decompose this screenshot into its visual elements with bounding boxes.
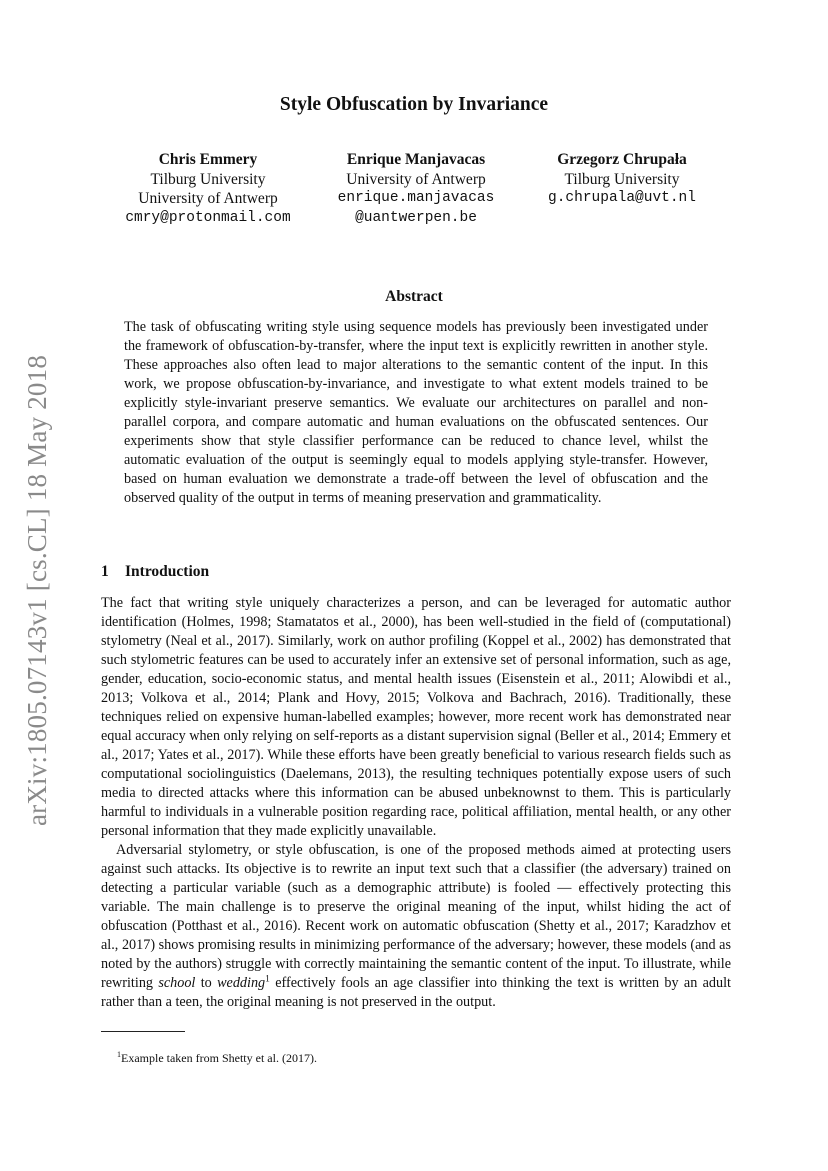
author-affiliation: Tilburg University xyxy=(150,170,266,188)
author-email-continuation: @uantwerpen.be xyxy=(355,209,477,226)
intro-paragraph-1: The fact that writing style uniquely characterizes a person, and can be leveraged for automatic author identification (Holmes, 1998; Stamatatos et al., 2000), has been well-studied in the field of (computational) stylometry (Neal et al., 2017). Similarly, work on author profiling (Koppel et al., 2002) has demonstrated that such stylometric features can be used to accurately infer an extensive set of personal information, such as age, gender, education, socio-economic status, and mental health issues (Eisenstein et al., 2011; Alowibdi et al., 2013; Volkova et al., 2014; Plank and Hovy, 2015; Volkova and Bachrach, 2016). Traditionally, these techniques relied on expensive human-labelled examples; however, more recent work has demonstrated near equal accuracy when only relying on self-reports as a distant supervision signal (Beller et al., 2014; Emmery et al., 2017; Yates et al., 2017). While these efforts have been greatly beneficial to various research fields such as computational sociolinguistics (Daelemans, 2013), the resulting techniques potentially expose users of such media to directed attacks where this information can be abused unbeknownst to them. This is particularly harmful to individuals in a vulnerable position regarding race, political affiliation, mental health, or any other personal information that they made explicitly unavailable. xyxy=(101,595,731,839)
introduction-body xyxy=(101,594,731,1012)
author-name: Enrique Manjavacas xyxy=(346,151,486,168)
abstract-heading: Abstract xyxy=(385,288,443,305)
footnote-reference[interactable]: 1 xyxy=(265,974,270,985)
author-3 xyxy=(520,150,724,209)
intro-paragraph-2 xyxy=(101,841,731,1012)
author-affiliation: University of Antwerp xyxy=(346,170,486,188)
abstract-text: The task of obfuscating writing style using sequence models has previously been investigated under the framework of obfuscation-by-transfer, where the input text is explicitly rewritten in another style. These approaches also often lead to major alterations to the semantic content of the input. In this work, we propose obfuscation-by-invariance, and investigate to what extent models trained to be explicitly style-invariant preserve semantics. We evaluate our architectures on parallel and non-parallel corpora, and compare automatic and human evaluations on the obfuscated sentences. Our experiments show that style classifier performance can be reduced to chance level, whilst the automatic evaluation of the output is seemingly equal to models applying style-transfer. However, based on human evaluation we demonstrate a trade-off between the level of obfuscation and the observed quality of the output in terms of meaning preservation and grammaticality. xyxy=(124,319,708,506)
footnote xyxy=(117,1047,317,1066)
emphasis-wedding: wedding xyxy=(217,975,266,991)
connector-text: to xyxy=(195,975,218,991)
author-email: enrique.manjavacas xyxy=(337,190,495,206)
author-2 xyxy=(318,150,514,228)
footnote-divider xyxy=(101,1031,185,1032)
footnote-mark: 1 xyxy=(117,1050,121,1059)
author-name: Grzegorz Chrupała xyxy=(557,151,687,168)
author-1 xyxy=(92,150,324,228)
emphasis-school: school xyxy=(158,975,196,991)
author-affiliation: Tilburg University xyxy=(564,170,680,188)
section-number: 1 xyxy=(101,563,109,580)
intro-paragraph-2-ending: effectively fools an age classifier into thinking the text is written by an adult rather than a teen, the original meaning is not preserved in the output. xyxy=(101,975,731,1010)
author-affiliation: University of Antwerp xyxy=(138,190,278,207)
intro-paragraph-2-text: Adversarial stylometry, or style obfuscation, is one of the proposed methods aimed at protecting users against such attacks. Its objective is to rewrite an input text such that a classifier (the adversary) trained on detecting a particular variable (such as a demographic attribute) is fooled — effectively protecting this variable. The main challenge is to preserve the original meaning of the input, whilst hiding the act of obfuscation (Potthast et al., 2016). Recent work on automatic obfuscation (Shetty et al., 2017; Karadzhov et al., 2017) shows promising results in minimizing performance of the adversary; however, these models (and as noted by the authors) struggle with correctly maintaining the semantic content of the input. To illustrate, while rewriting xyxy=(101,842,731,991)
paper-title: Style Obfuscation by Invariance xyxy=(279,94,549,115)
author-name: Chris Emmery xyxy=(158,151,258,168)
author-email: g.chrupala@uvt.nl xyxy=(548,190,696,206)
author-email: cmry@protonmail.com xyxy=(125,209,291,226)
section-title: Introduction xyxy=(125,563,210,580)
section-heading-introduction xyxy=(101,563,209,581)
arxiv-identifier-stamp xyxy=(20,300,56,880)
arxiv-identifier-text: arXiv:1805.07143v1 [cs.CL] 18 May 2018 xyxy=(22,354,53,826)
footnote-text: Example taken from Shetty et al. (2017). xyxy=(121,1051,317,1065)
